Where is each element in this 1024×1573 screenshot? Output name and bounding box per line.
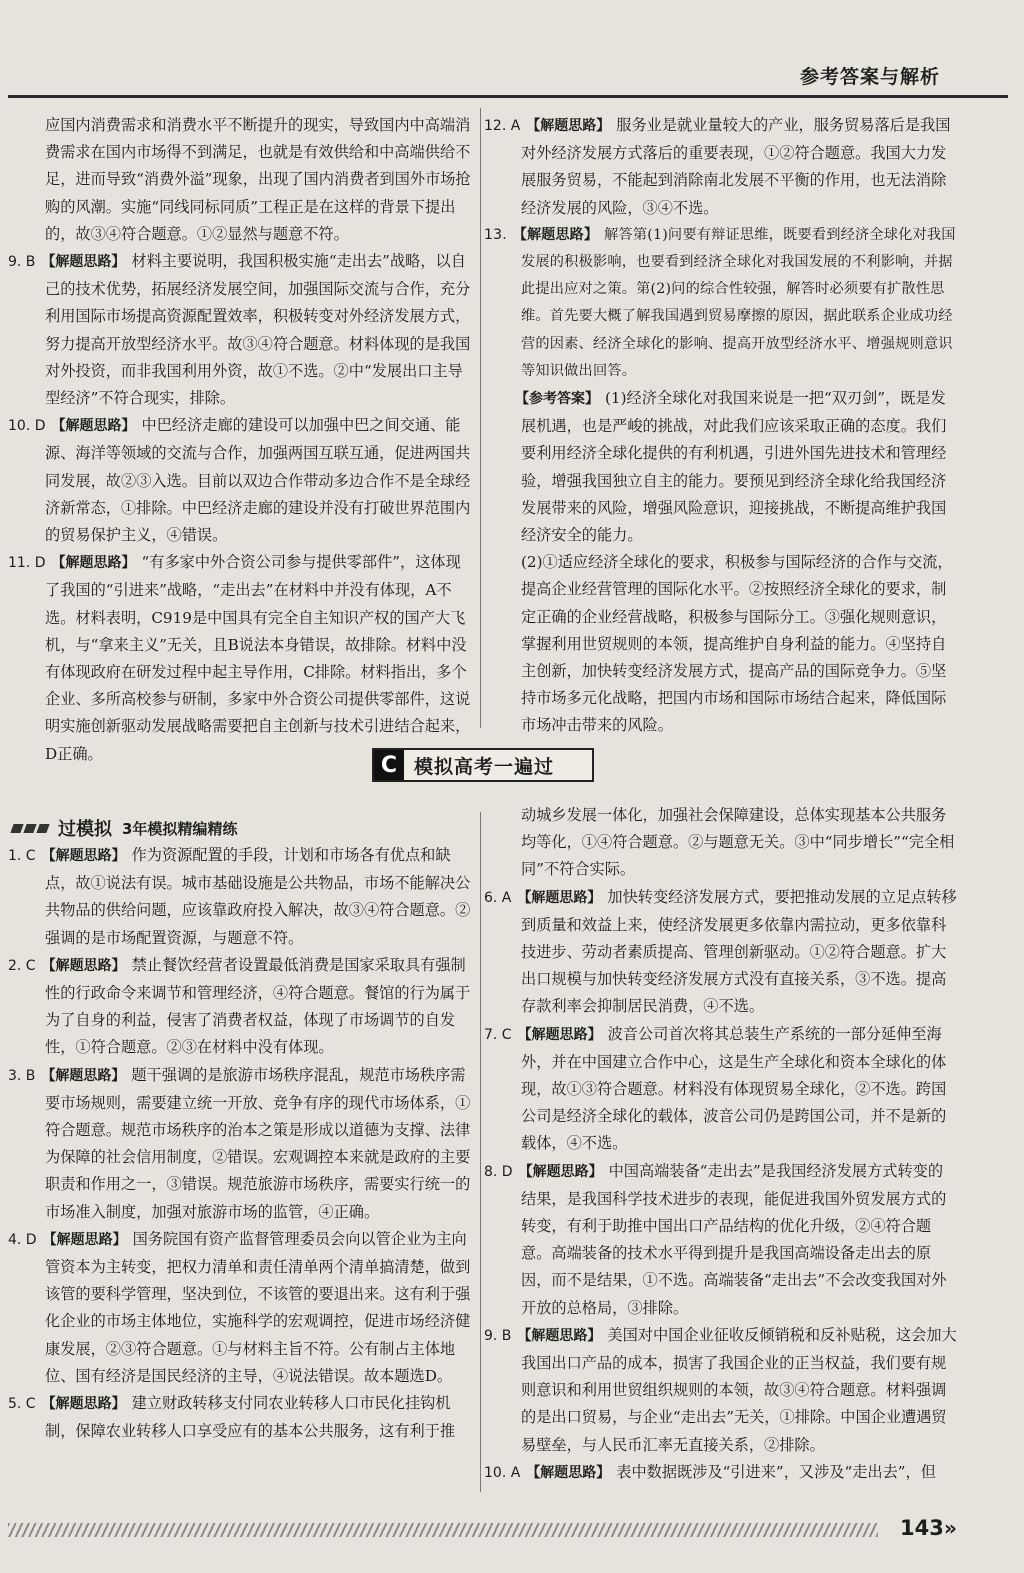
answer-item-3 xyxy=(8,1062,474,1226)
item-number: 9. B xyxy=(8,254,36,271)
footer-hatch-bar xyxy=(8,1523,878,1537)
answer-item-11 xyxy=(8,549,474,768)
analysis-tag: 【解题思路】 xyxy=(517,889,602,906)
item-number: 10. A xyxy=(484,1464,521,1481)
analysis-tag: 【解题思路】 xyxy=(42,1231,127,1248)
item-number: 9. B xyxy=(484,1327,512,1344)
item-number: 7. C xyxy=(484,1026,512,1043)
item-number: 11. D xyxy=(8,555,46,572)
top-left-column xyxy=(8,112,474,768)
item-text: 美国对中国企业征收反倾销税和反补贴税，这会加大我国出口产品的成本，损害了我国企业的正当权益，我们要有规则意识和利用世贸组织规则的本领，故③④符合题意。材料强调的是出口贸易，与企业“走出去”无关，①排除。中国企业遭遇贸易壁垒，与人民币汇率无直接关系，②排除。 xyxy=(521,1325,957,1454)
answer-item-10 xyxy=(8,412,474,549)
answer-item-8 xyxy=(484,1158,958,1322)
next-page-arrow-icon: » xyxy=(944,1516,957,1540)
answer-item-10b xyxy=(484,1459,958,1487)
section-badge: C xyxy=(374,750,404,780)
section-banner xyxy=(372,748,594,782)
item-text: 建立财政转移支付同农业转移人口市民化挂钩机制，保障农业转移人口享受应有的基本公共服务，这有利于推 xyxy=(45,1394,456,1441)
analysis-tag: 【解题思路】 xyxy=(41,957,126,974)
answer-item-1 xyxy=(8,842,474,952)
item-number: 1. C xyxy=(8,848,36,864)
item-text: 中国高端装备“走出去”是我国经济发展方式转变的结果，是我国科学技术进步的表现，能促进我国外贸发展方式的转变，有利于助推中国出口产品结构的优化升级，②④符合题意。高端装备的技术水平得到提升是我国高端设备走出去的原因，而不是结果，①不选。高端装备“走出去”不会改变我国对外开放的总格局，③排除。 xyxy=(521,1161,947,1317)
item-text: “有多家中外合资公司参与提供零部件”，这体现了我国的“引进来”战略，“走出去”在材料中并没有体现，A不选。材料表明，C919是中国具有完全自主知识产权的国产大飞机，与“拿来主义”无关，且B说法本身错误，故排除。材料中没有体现政府在研发过程中起主导作用，C排除。材料指出，多个企业、多所高校参与研制，多家中外合资公司提供零部件，这说明实施创新驱动发展战略需要把自主创新与技术引进结合起来，D正确。 xyxy=(45,553,471,763)
analysis-tag: 【解题思路】 xyxy=(41,1396,126,1413)
item-text: 中巴经济走廊的建设可以加强中巴之间交通、能源、海洋等领域的交流与合作，加强两国互联互通，促进两国共同发展，故②③入选。目前以双边合作带动多边合作不是全球经济新常态，①排除。中巴经济走廊的建设并没有打破世界范围内的贸易保护主义，④错误。 xyxy=(45,416,471,545)
item-number: 4. D xyxy=(8,1231,37,1248)
answer-item-2 xyxy=(8,952,474,1062)
continued-paragraph: 动城乡发展一体化，加强社会保障建设，总体实现基本公共服务均等化，①④符合题意。②与题意无关。③中“同步增长”“完全相同”不符合实际。 xyxy=(521,806,955,879)
analysis-tag: 【解题思路】 xyxy=(41,1067,126,1084)
analysis-tag: 【解题思路】 xyxy=(51,555,136,572)
answer-item-12 xyxy=(484,112,958,222)
bottom-left-column xyxy=(8,842,474,1445)
item-text: 国务院国有资产监督管理委员会向以管企业为主向管资本为主转变，把权力清单和责任清单两个清单搞清楚，做到该管的要科学管理，坚决到位，不该管的要退出来。这有利于强化企业的市场主体地位，实施科学的宏观调控，促进市场经济健康发展，②③符合题意。①与材料主旨不符。公有制占主体地位、国有经济是国民经济的主导，④说法错误。故本题选D。 xyxy=(45,1229,471,1385)
analysis-tag: 【解题思路】 xyxy=(526,118,611,134)
section-title: 模拟高考一遍过 xyxy=(414,755,555,778)
answer-item-7 xyxy=(484,1021,958,1158)
answer-item-9 xyxy=(8,248,474,412)
reference-answer-tag: 【参考答案】 xyxy=(515,391,599,408)
item-number: 6. A xyxy=(484,889,512,906)
analysis-tag: 【解题思路】 xyxy=(526,1464,611,1481)
item-number: 5. C xyxy=(8,1396,36,1413)
answer-item-13 xyxy=(484,222,958,385)
item-number: 2. C xyxy=(8,957,36,974)
page-number: 143 xyxy=(900,1516,944,1540)
top-right-column xyxy=(484,112,958,740)
continued-paragraph: 应国内消费需求和消费水平不断提升的现实，导致国内中高端消费需求在国内市场得不到满足，也就是有效供给和中高端供给不足，进而导致“消费外溢”现象，出现了国内消费者到国外市场抢购的风潮。实施“同线同标同质”工程正是在这样的背景下提出的，故③④符合题意。①②显然与题意不符。 xyxy=(45,116,471,243)
analysis-tag: 【解题思路】 xyxy=(41,848,126,864)
analysis-tag: 【解题思路】 xyxy=(517,1026,602,1043)
analysis-tag: 【解题思路】 xyxy=(517,1327,602,1344)
header-title: 参考答案与解析 xyxy=(799,66,940,88)
item-number: 10. D xyxy=(8,418,46,435)
answer-text: (1)经济全球化对我国来说是一把“双刃剑”，既是发展机遇，也是严峻的挑战，对此我们应该采取正确的态度。我们要利用经济全球化提供的有利机遇，引进外国先进技术和管理经验，增强我国独立自主的能力。要预见到经济全球化给我国经济发展带来的风险，增强风险意识，迎接挑战，不断提高维护我国经济安全的能力。 xyxy=(521,389,947,545)
item-text: 服务业是就业量较大的产业，服务贸易落后是我国对外经济发展方式落后的重要表现，①②符合题意。我国大力发展服务贸易，不能起到消除南北发展不平衡的作用，也无法消除经济发展的风险，③④不选。 xyxy=(521,116,951,217)
answer-item-4 xyxy=(8,1226,474,1390)
item-text: 表中数据既涉及“引进来”，又涉及“走出去”，但 xyxy=(616,1462,936,1481)
answer-item-6 xyxy=(484,884,958,1021)
subsection-subtitle: 3年模拟精编精练 xyxy=(122,819,238,838)
item-text: 材料主要说明，我国积极实施“走出去”战略，以自己的技术优势，拓展经济发展空间，加强国际交流与合作，充分利用国际市场提高资源配置效率，积极转变对外经济发展方式，努力提高开放型经济水平。故③④符合题意。材料体现的是我国对外投资，而非我国利用外资，故①不选。②中“发展出口主导型经济”不符合现实，排除。 xyxy=(45,252,471,408)
item-number: 3. B xyxy=(8,1067,36,1084)
analysis-tag: 【解题思路】 xyxy=(41,254,126,271)
answer-item-9b xyxy=(484,1322,958,1459)
answer-item-5 xyxy=(8,1390,474,1445)
subsection-title: 过模拟 xyxy=(58,819,112,840)
header-rule xyxy=(8,95,1008,98)
bottom-right-column xyxy=(484,802,958,1487)
analysis-tag: 【解题思路】 xyxy=(51,418,136,435)
item-text: 加快转变经济发展方式，要把推动发展的立足点转移到质量和效益上来，使经济发展更多依靠内需拉动，更多依靠科技进步、劳动者素质提高、管理创新驱动。①②符合题意。扩大出口规模与加快转变经济发展方式没有直接关系，③不选。提高存款利率会抑制居民消费，④不选。 xyxy=(521,887,957,1016)
chevron-marks-icon xyxy=(12,824,48,833)
column-divider-top xyxy=(480,108,481,728)
item-number: 8. D xyxy=(484,1163,513,1180)
reference-answer-2: (2)①适应经济全球化的要求，积极参与国际经济的合作与交流，提高企业经营管理的国际化水平。②按照经济全球化的要求，制定正确的企业经营战略，积极参与国际分工。③强化规则意识，掌握利用世贸规则的本领，提高维护自身利益的能力。④坚持自主创新，加快转变经济发展方式，提高产品的国际竞争力。⑤坚持市场多元化战略，把国内市场和国际市场结合起来，降低国际市场冲击带来的风险。 xyxy=(521,553,953,735)
column-divider-bottom xyxy=(480,812,481,1492)
subsection-heading xyxy=(12,815,237,841)
item-text: 题干强调的是旅游市场秩序混乱，规范市场秩序需要市场规则，需要建立统一开放、竞争有序的现代市场体系，①符合题意。规范市场秩序的治本之策是形成以道德为支撑、法律为保障的社会信用制度，②错误。宏观调控本来就是政府的主要职责和作用之一，③错误。规范旅游市场秩序，需要实行统一的市场准入制度，加强对旅游市场的监管，④正确。 xyxy=(45,1065,471,1221)
item-text: 禁止餐饮经营者设置最低消费是国家采取具有强制性的行政命令来调节和管理经济，④符合题意。餐馆的行为属于为了自身的利益，侵害了消费者权益，体现了市场调节的自发性，①符合题意。②③在材料中没有体现。 xyxy=(45,955,471,1057)
analysis-tag: 【解题思路】 xyxy=(512,226,599,243)
item-text: 作为资源配置的手段，计划和市场各有优点和缺点，故①说法有误。城市基础设施是公共物品，市场不能解决公共物品的供给问题，应该靠政府投入解决，故③④符合题意。②强调的是市场配置资源，与题意不符。 xyxy=(45,846,471,947)
item-number: 13. xyxy=(484,226,507,243)
analysis-tag: 【解题思路】 xyxy=(518,1163,603,1180)
item-text: 解答第(1)问要有辩证思维，既要看到经济全球化对我国发展的积极影响，也要看到经济全球化对我国发展的不利影响，并据此提出应对之策。第(2)问的综合性较强，解答时必须要有扩散性思维。首先要大概了解我国遇到贸易摩擦的原因，据此联系企业成功经营的因素、经济全球化的影响、提高开放型经济水平、增强规则意识等知识做出回答。 xyxy=(521,226,956,379)
reference-answer-1 xyxy=(484,385,958,549)
item-number: 12. A xyxy=(484,118,521,134)
item-text: 波音公司首次将其总装生产系统的一部分延伸至海外，并在中国建立合作中心，这是生产全球化和资本全球化的体现，故①③符合题意。材料没有体现贸易全球化，②不选。跨国公司是经济全球化的载体，波音公司仍是跨国公司，并不是新的载体，④不选。 xyxy=(521,1024,947,1153)
